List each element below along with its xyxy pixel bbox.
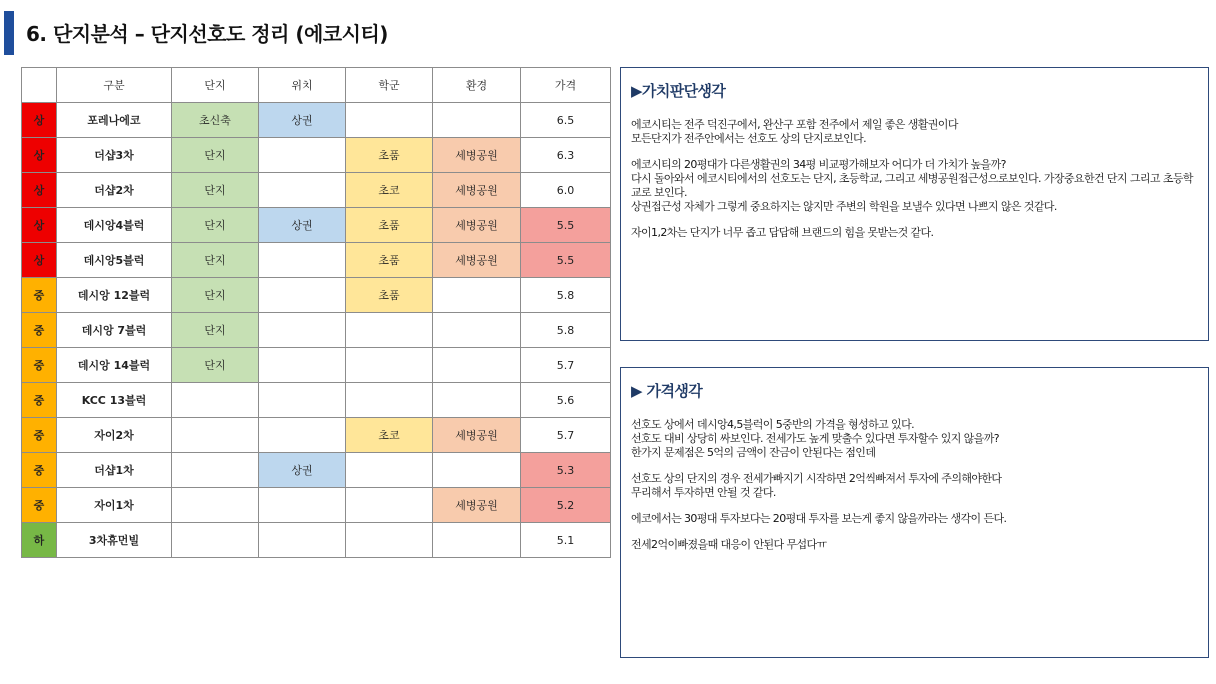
- price-cell: 5.5: [521, 208, 611, 243]
- note-line: 선호도 대비 상당히 싸보인다. 전세가도 높게 맞출수 있다면 투자할수 있지 않을까?: [631, 432, 999, 445]
- environment-cell: [433, 453, 521, 488]
- complex-name: 더샵3차: [57, 138, 172, 173]
- location-cell: [259, 348, 346, 383]
- grade-badge: 상: [22, 173, 57, 208]
- header-school: 학군: [346, 68, 433, 103]
- grade-badge: 중: [22, 453, 57, 488]
- grade-badge: 중: [22, 488, 57, 523]
- table-row: [22, 418, 611, 453]
- school-cell: [346, 103, 433, 138]
- header-price: 가격: [521, 68, 611, 103]
- grade-badge: 상: [22, 138, 57, 173]
- environment-cell: 세병공원: [433, 173, 521, 208]
- location-cell: 상권: [259, 453, 346, 488]
- table-row: [22, 488, 611, 523]
- price-cell: 5.8: [521, 313, 611, 348]
- school-cell: [346, 523, 433, 558]
- complex-name: 데시앙 7블럭: [57, 313, 172, 348]
- environment-cell: [433, 348, 521, 383]
- table-row: [22, 348, 611, 383]
- price-thoughts-heading: ▶ 가격생각: [631, 382, 703, 400]
- price-cell: 5.7: [521, 348, 611, 383]
- note-line: 상권접근성 자체가 그렇게 중요하지는 않지만 주변의 학원을 보낼수 있다면 나쁘지 않은 것같다.: [631, 200, 1057, 213]
- complex-name: 데시앙4블럭: [57, 208, 172, 243]
- danji-cell: [172, 453, 259, 488]
- price-cell: 5.2: [521, 488, 611, 523]
- complex-name: 3차휴먼빌: [57, 523, 172, 558]
- table-row: [22, 453, 611, 488]
- page-title: 6. 단지분석 – 단지선호도 정리 (에코시티): [26, 22, 388, 46]
- title-accent-bar: [4, 11, 14, 55]
- grade-badge: 상: [22, 243, 57, 278]
- danji-cell: 단지: [172, 278, 259, 313]
- school-cell: 초코: [346, 418, 433, 453]
- value-judgement-body: [631, 118, 1201, 240]
- complex-name: 데시앙 14블럭: [57, 348, 172, 383]
- school-cell: [346, 348, 433, 383]
- location-cell: [259, 383, 346, 418]
- table-row: [22, 278, 611, 313]
- price-cell: 5.1: [521, 523, 611, 558]
- grade-badge: 중: [22, 278, 57, 313]
- location-cell: 상권: [259, 103, 346, 138]
- environment-cell: [433, 313, 521, 348]
- location-cell: [259, 278, 346, 313]
- table-header-row: [22, 68, 611, 103]
- environment-cell: 세병공원: [433, 138, 521, 173]
- note-line: 에코에서는 30평대 투자보다는 20평대 투자를 보는게 좋지 않을까라는 생각이 든다.: [631, 512, 1007, 525]
- environment-cell: 세병공원: [433, 243, 521, 278]
- grade-badge: 중: [22, 313, 57, 348]
- danji-cell: [172, 383, 259, 418]
- environment-cell: 세병공원: [433, 488, 521, 523]
- school-cell: 초코: [346, 173, 433, 208]
- header-category: 구분: [57, 68, 172, 103]
- complex-name: 자이1차: [57, 488, 172, 523]
- price-cell: 5.8: [521, 278, 611, 313]
- school-cell: 초품: [346, 243, 433, 278]
- location-cell: [259, 488, 346, 523]
- header-grade: [22, 68, 57, 103]
- grade-badge: 중: [22, 418, 57, 453]
- table-row: [22, 138, 611, 173]
- location-cell: [259, 243, 346, 278]
- price-cell: 6.0: [521, 173, 611, 208]
- value-judgement-heading: ▶가치판단생각: [631, 82, 726, 100]
- line-gap: [631, 500, 1201, 512]
- note-line: 모든단지가 전주안에서는 선호도 상의 단지로보인다.: [631, 132, 867, 145]
- note-line: 다시 돌아와서 에코시티에서의 선호도는 단지, 초등학교, 그리고 세병공원접근성으로보인다. 가장중요한건 단지 그리고 초등학교로 보인다.: [631, 172, 1193, 199]
- complex-name: 더샵2차: [57, 173, 172, 208]
- table-row: [22, 103, 611, 138]
- danji-cell: 단지: [172, 173, 259, 208]
- location-cell: [259, 523, 346, 558]
- note-line: 전세2억이빠졌을때 대응이 안된다 무섭다ㅠ: [631, 538, 827, 551]
- danji-cell: 단지: [172, 243, 259, 278]
- grade-badge: 상: [22, 208, 57, 243]
- table-row: [22, 243, 611, 278]
- school-cell: 초품: [346, 278, 433, 313]
- note-line: 선호도 상의 단지의 경우 전세가빠지기 시작하면 2억씩빠져서 투자에 주의해야한다: [631, 472, 1002, 485]
- line-gap: [631, 526, 1201, 538]
- danji-cell: 초신축: [172, 103, 259, 138]
- complex-name: 자이2차: [57, 418, 172, 453]
- environment-cell: [433, 523, 521, 558]
- preference-table: [21, 67, 611, 558]
- school-cell: [346, 313, 433, 348]
- grade-badge: 상: [22, 103, 57, 138]
- danji-cell: 단지: [172, 208, 259, 243]
- table-row: [22, 173, 611, 208]
- grade-badge: 하: [22, 523, 57, 558]
- school-cell: [346, 453, 433, 488]
- danji-cell: [172, 488, 259, 523]
- environment-cell: [433, 278, 521, 313]
- environment-cell: [433, 103, 521, 138]
- price-cell: 6.5: [521, 103, 611, 138]
- price-thoughts-box: [620, 367, 1209, 658]
- note-line: 에코시티의 20평대가 다른생활권의 34평 비교평가해보자 어디가 더 가치가 높을까?: [631, 158, 1006, 171]
- school-cell: [346, 383, 433, 418]
- danji-cell: 단지: [172, 138, 259, 173]
- location-cell: [259, 313, 346, 348]
- environment-cell: [433, 383, 521, 418]
- note-line: 자이1,2차는 단지가 너무 좁고 답답해 브랜드의 힘을 못받는것 같다.: [631, 226, 934, 239]
- header-location: 위치: [259, 68, 346, 103]
- table-row: [22, 208, 611, 243]
- location-cell: 상권: [259, 208, 346, 243]
- table-row: [22, 383, 611, 418]
- location-cell: [259, 173, 346, 208]
- price-cell: 5.6: [521, 383, 611, 418]
- school-cell: 초품: [346, 208, 433, 243]
- complex-name: KCC 13블럭: [57, 383, 172, 418]
- complex-name: 더샵1차: [57, 453, 172, 488]
- danji-cell: [172, 418, 259, 453]
- line-gap: [631, 214, 1201, 226]
- line-gap: [631, 146, 1201, 158]
- complex-name: 데시앙 12블럭: [57, 278, 172, 313]
- location-cell: [259, 138, 346, 173]
- price-cell: 6.3: [521, 138, 611, 173]
- note-line: 무리해서 투자하면 안될 것 같다.: [631, 486, 776, 499]
- table-row: [22, 313, 611, 348]
- location-cell: [259, 418, 346, 453]
- note-line: 선호도 상에서 데시앙4,5블럭이 5중반의 가격을 형성하고 있다.: [631, 418, 914, 431]
- complex-name: 포레나에코: [57, 103, 172, 138]
- school-cell: [346, 488, 433, 523]
- price-cell: 5.5: [521, 243, 611, 278]
- environment-cell: 세병공원: [433, 418, 521, 453]
- price-cell: 5.7: [521, 418, 611, 453]
- header-environment: 환경: [433, 68, 521, 103]
- value-judgement-box: [620, 67, 1209, 341]
- grade-badge: 중: [22, 348, 57, 383]
- danji-cell: 단지: [172, 348, 259, 383]
- table-row: [22, 523, 611, 558]
- header-danji: 단지: [172, 68, 259, 103]
- note-line: 에코시티는 전주 덕진구에서, 완산구 포함 전주에서 제일 좋은 생활권이다: [631, 118, 958, 131]
- school-cell: 초품: [346, 138, 433, 173]
- price-cell: 5.3: [521, 453, 611, 488]
- complex-name: 데시앙5블럭: [57, 243, 172, 278]
- price-thoughts-body: [631, 418, 1201, 552]
- note-line: 한가지 문제점은 5억의 금액이 잔금이 안된다는 점인데: [631, 446, 876, 459]
- environment-cell: 세병공원: [433, 208, 521, 243]
- grade-badge: 중: [22, 383, 57, 418]
- danji-cell: 단지: [172, 313, 259, 348]
- danji-cell: [172, 523, 259, 558]
- line-gap: [631, 460, 1201, 472]
